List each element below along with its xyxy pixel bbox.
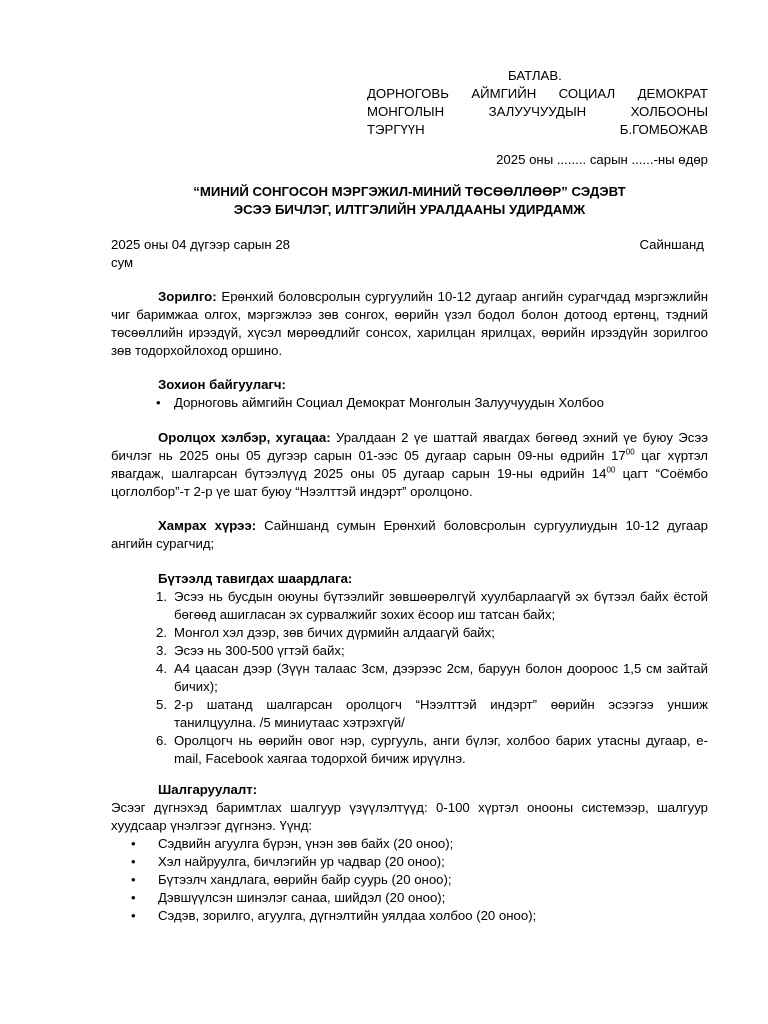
approval-date: 2025 оны ........ сарын ......-ны өдөр — [496, 152, 708, 167]
bullet-icon: • — [131, 854, 136, 869]
list-item: • Дэвшүүлсэн шинэлэг санаа, шийдэл (20 оноо); — [131, 890, 446, 905]
organizer-label: Зохион байгуулагч: — [158, 377, 286, 392]
list-item: 1. Эсээ нь бусдын оюуны бүтээлийг зөвшөөрөлгүй хуулбарлаагүй эх бүтээл байх ёстой бөгөөд ашигласан эх сурвалжийг зохих ёсоор иш татсан байх; — [156, 589, 708, 622]
list-item: • Сэдвийн агуулга бүрэн, үнэн зөв байх (20 оноо); — [131, 836, 454, 851]
organizer-list — [111, 394, 708, 412]
document-date: 2025 оны 04 дүгээр сарын 28 — [111, 237, 291, 252]
organizer-section — [111, 376, 708, 412]
bullet-icon: • — [131, 908, 136, 923]
list-item: 4. А4 цаасан дээр (Зүүн талаас 3см, дээрээс 2см, баруун болон доороос 1,5 см зайтай бичих); — [156, 661, 708, 694]
list-item: 3. Эсээ нь 300-500 үгтэй байх; — [156, 643, 345, 658]
approval-line-1: ДОРНОГОВЬ АЙМГИЙН СОЦИАЛ ДЕМОКРАТ — [367, 86, 708, 101]
bullet-icon: • — [131, 836, 136, 851]
bullet-icon: • — [131, 872, 136, 887]
document-sum: сум — [111, 255, 134, 270]
scope-label: Хамрах хүрээ: — [158, 518, 257, 533]
selection-intro: Эсээг дүгнэхэд баримтлах шалгуур үзүүлэлтүүд: 0-100 хүртэл онооны системээр, шалгуур хуудсаар үнэлгээг дүгнэнэ. Үүнд: — [111, 800, 708, 833]
document-city: Сайншанд — [639, 237, 704, 252]
selection-list — [111, 835, 708, 925]
list-item: 2. Монгол хэл дээр, зөв бичих дүрмийн алдаагүй байх; — [156, 625, 495, 640]
approval-line-2: МОНГОЛЫН ЗАЛУУЧУУДЫН ХОЛБООНЫ — [367, 104, 708, 119]
list-item: • Сэдэв, зорилго, агуулга, дүгнэлтийн уялдаа холбоо (20 оноо); — [131, 908, 537, 923]
approval-line-3: ТЭРГҮҮН Б.ГОМБОЖАВ — [367, 122, 708, 137]
format-section: Оролцох хэлбэр, хугацаа: Уралдаан 2 үе шаттай явагдах бөгөөд эхний үе буюу Эсээ бичлэг нь 2025 оны 05 дугээр сарын 01-ээс 05 дугаар сарын 09-ны өдрийн $17^{00}$ цаг хүртэл явагдаж, шалгарсан бүтээлүүд 2025 оны 05 дугаар сарын 19-ны өдрийн $14^{00}$ цагт “Соёмбо цоглолбор”-т 2-р үе шат буюу “Нээлттэй индэрт” оролцоно. — [111, 430, 708, 499]
title-line-2: ЭСЭЭ БИЧЛЭГ, ИЛТГЭЛИЙН УРАЛДААНЫ УДИРДАМЖ — [233, 202, 586, 217]
selection-section — [111, 781, 708, 925]
approval-heading: БАТЛАВ. — [508, 68, 562, 83]
bullet-icon: • — [131, 890, 136, 905]
scope-section — [111, 517, 708, 553]
document-title — [111, 183, 708, 219]
goal-label: Зорилго: — [158, 289, 217, 304]
goal-section — [111, 288, 708, 360]
goal-text: Ерөнхий боловсролын сургуулийн 10-12 дугаар ангийн сурагчдад мэргэжлийн чиг баримжаа олгох, мэргэжлээ зөв сонгох, өөрийн үзэл бодол болон дотоод ертөнц, тэдний төсөөллийн ирээдүй, хүсэл мөрөөдлийг сонсох, харилцан ярилцах, өөрийн ирээдүйн зорилгоо зөв тодорхойлоход оршино. — [111, 289, 708, 358]
scope-text: Сайншанд сумын Ерөнхий боловсролын сургуулиудын 10-12 дугаар ангийн сурагчид; — [111, 518, 708, 551]
approval-block — [367, 67, 708, 139]
selection-label: Шалгаруулалт: — [158, 782, 258, 797]
bullet-icon: • — [156, 395, 161, 410]
format-label: Оролцох хэлбэр, хугацаа: — [158, 430, 331, 445]
requirements-section — [111, 570, 708, 768]
title-line-1: “МИНИЙ СОНГОСОН МЭРГЭЖИЛ-МИНИЙ ТӨСӨӨЛЛӨӨР” СЭДЭВТ — [193, 184, 626, 199]
list-item: • Хэл найруулга, бичлэгийн ур чадвар (20 оноо); — [131, 854, 445, 869]
list-item: • Дорноговь аймгийн Социал Демократ Монголын Залуучуудын Холбоо — [156, 395, 604, 410]
list-item: 5. 2-р шатанд шалгарсан оролцогч “Нээлттэй индэрт” өөрийн эсээгээ уншиж танилцуулна. /5 миниутаас хэтрэхгүй/ — [156, 697, 708, 730]
list-item: 6. Оролцогч нь өөрийн овог нэр, сургууль, анги бүлэг, холбоо барих утасны дугаар, e-mail, Facebook хаягаа тодорхой бичиж ирүүлнэ. — [156, 733, 708, 766]
date-place-line — [111, 236, 708, 270]
requirements-list — [111, 588, 708, 768]
list-item: • Бүтээлч хандлага, өөрийн байр суурь (20 оноо); — [131, 872, 452, 887]
requirements-label: Бүтээлд тавигдах шаардлага: — [158, 571, 353, 586]
